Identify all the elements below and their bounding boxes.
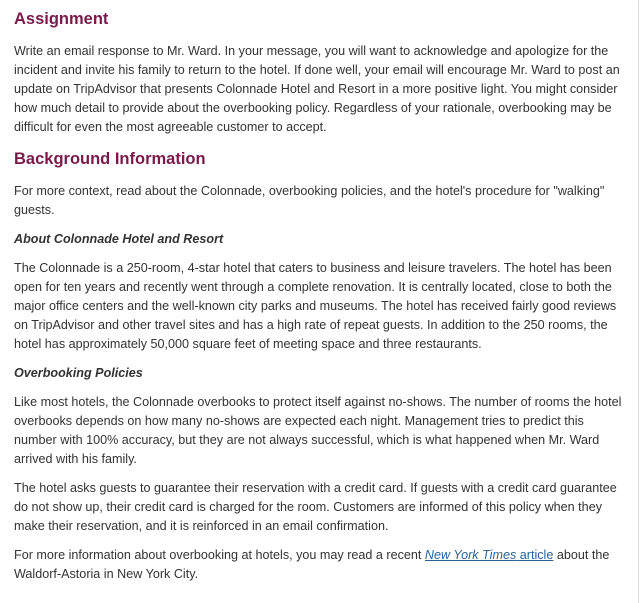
- background-intro-text: For more context, read about the Colonnade, overbooking policies, and the hotel's procedure for "walking" guests.: [14, 184, 605, 217]
- about-hotel-text: The Colonnade is a 250-room, 4-star hotel that caters to business and leisure travelers. The hotel has been open for ten years and recently went through a complete renovation. It is centrally located, close to both the major office centers and the well-known city parks and museums. The hotel has received fairly good reviews on TripAdvisor and other travel sites and has a high rate of repeat guests. In addition to the 250 rooms, the hotel has approximately 50,000 square feet of meeting space and three restaurants.: [14, 261, 617, 351]
- about-hotel-heading: About Colonnade Hotel and Resort: [14, 232, 224, 246]
- overbooking-text-3: [14, 546, 626, 584]
- assignment-heading: Assignment: [14, 10, 109, 28]
- overbooking-text-3-after: about the Waldorf-Astoria in New York City.: [14, 548, 610, 581]
- nyt-article-link-rest: article: [516, 548, 554, 562]
- overbooking-text-1: Like most hotels, the Colonnade overbooks to protect itself against no-shows. The number of rooms the hotel overbooks depends on how many no-shows are expected each night. Management tries to predict this number with 100% accuracy, but they are not always successful, which is what happened when Mr. Ward arrived with his family.: [14, 395, 622, 466]
- overbooking-text-3-before: For more information about overbooking at hotels, you may read a recent: [14, 548, 425, 562]
- overbooking-text-2: The hotel asks guests to guarantee their reservation with a credit card. If guests with a credit card guarantee do not show up, their credit card is charged for the room. Customers are informed of this policy when they make their reservation, and it is reinforced in an email confirmation.: [14, 481, 617, 533]
- assignment-content: [14, 8, 626, 584]
- nyt-article-link-title: New York Times: [424, 548, 517, 562]
- background-heading: Background Information: [14, 150, 206, 168]
- nyt-article-link[interactable]: [425, 548, 553, 562]
- assignment-text: Write an email response to Mr. Ward. In your message, you will want to acknowledge and apologize for the incident and invite his family to return to the hotel. If done well, your email will encourage Mr. Ward to post an update on TripAdvisor that presents Colonnade Hotel and Resort in a more positive light. You might consider how much detail to provide about the overbooking policy. Regardless of your rationale, overbooking may be difficult for even the most agreeable customer to accept.: [14, 44, 620, 134]
- overbooking-heading: Overbooking Policies: [14, 366, 143, 380]
